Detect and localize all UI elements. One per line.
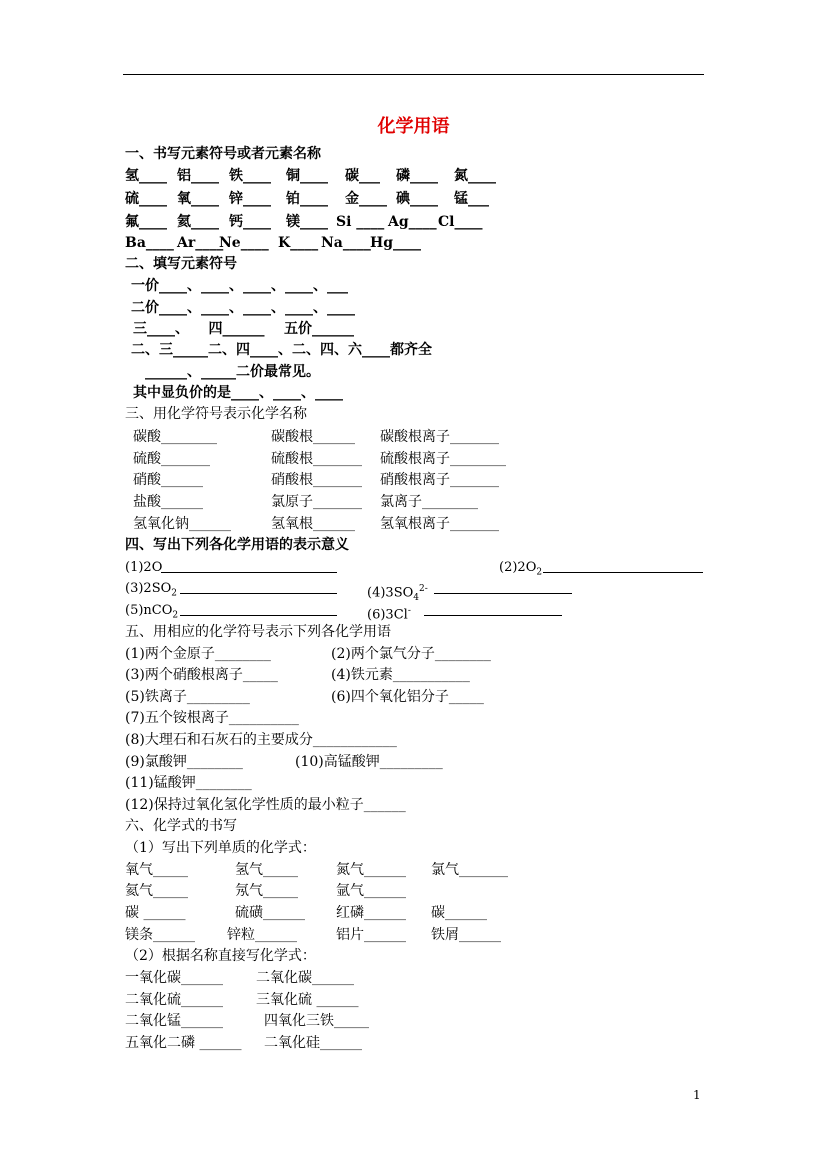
blank-field[interactable]: 碳______ — [431, 905, 487, 921]
blank-field[interactable]: 锌____ — [229, 191, 271, 207]
blank-field[interactable]: 钙____ — [229, 214, 271, 230]
blank-field[interactable]: 硝酸根_______ — [271, 472, 362, 488]
s6-sub-1: （1）写出下列单质的化学式： — [125, 840, 316, 856]
s1-row-2 — [125, 189, 725, 209]
blank-field[interactable]: 氢氧根______ — [271, 516, 355, 532]
s3-row-5 — [133, 514, 633, 534]
blank-field[interactable]: 四氧化三铁_____ — [264, 1013, 369, 1029]
s2-line-2[interactable]: 二价____、____、____、____、____ — [131, 300, 355, 316]
blank-field[interactable]: 氢气_____ — [235, 862, 298, 878]
blank-field[interactable]: 氯原子_______ — [271, 494, 362, 510]
blank-field[interactable]: 氯气_______ — [431, 862, 508, 878]
blank-field[interactable]: 一氧化碳______ — [125, 970, 223, 986]
section-2-heading: 二、填写元素符号 — [125, 256, 237, 272]
item-1: (1)2O — [125, 560, 163, 575]
page-title: 化学用语 — [377, 116, 450, 137]
section-1-heading: 一、书写元素符号或者元素名称 — [125, 146, 321, 162]
blank-field[interactable]: (10)高锰酸钾_________ — [295, 754, 443, 770]
s2-line-4[interactable]: 二、三_____二、四____、二、四、六____都齐全 — [131, 342, 432, 358]
blank-field[interactable]: 铝____ — [177, 168, 219, 184]
blank-field[interactable]: 碘____ — [396, 191, 438, 207]
item-2: $(2)2O_2$ — [499, 560, 543, 578]
s4-row-1 — [125, 558, 705, 578]
s3-row-2 — [133, 449, 633, 469]
blank-field[interactable]: (2)两个氯气分子________ — [331, 646, 491, 662]
answer-line[interactable] — [543, 572, 703, 573]
blank-field[interactable]: 硝酸______ — [133, 472, 203, 488]
blank-field[interactable]: 碳酸________ — [133, 429, 217, 445]
s2-line-1[interactable]: 一价____、____、____、____、___ — [131, 278, 348, 294]
blank-field[interactable]: 硫酸根离子________ — [380, 451, 506, 467]
blank-field[interactable]: 镁条______ — [125, 927, 195, 943]
blank-field[interactable]: 硝酸根离子_______ — [380, 472, 499, 488]
blank-field[interactable]: 铁屑______ — [431, 927, 501, 943]
blank-field[interactable]: 磷____ — [396, 168, 438, 184]
answer-line[interactable] — [180, 593, 337, 594]
blank-field[interactable]: 二氧化碳______ — [256, 970, 354, 986]
s4-row-3 — [125, 601, 705, 621]
s6-sub-2: （2）根据名称直接写化学式： — [125, 948, 316, 964]
blank-field[interactable]: Ne____ — [219, 235, 269, 251]
blank-field[interactable]: 二氧化锰______ — [125, 1013, 223, 1029]
blank-field[interactable]: 氖气_____ — [235, 883, 298, 899]
blank-field[interactable]: 氩气______ — [336, 883, 406, 899]
s6-row-6 — [125, 990, 625, 1010]
answer-line[interactable] — [434, 593, 572, 594]
answer-line[interactable] — [424, 615, 562, 616]
section-3-heading: 三、用化学符号表示化学名称 — [125, 406, 307, 422]
s5-row-3 — [125, 687, 625, 707]
s3-row-4 — [133, 492, 633, 512]
s6-row-4 — [125, 925, 625, 945]
blank-field[interactable]: 锌粒______ — [227, 927, 297, 943]
item-4: $(4)3SO_4^{2-}$ — [367, 584, 428, 603]
blank-field[interactable]: 碳酸根______ — [271, 429, 355, 445]
s4-row-2 — [125, 579, 705, 603]
blank-field[interactable]: (9)氯酸钾________ — [125, 754, 243, 770]
blank-field[interactable]: 氮气______ — [336, 862, 406, 878]
s6-row-5 — [125, 968, 625, 988]
blank-field[interactable]: Na____ — [321, 235, 371, 251]
blank-field[interactable]: 五氧化二磷 ______ — [125, 1035, 242, 1051]
blank-field[interactable]: 硫____ — [125, 191, 167, 207]
s5-row-5[interactable]: (8)大理石和石灰石的主要成分____________ — [125, 732, 397, 748]
blank-field[interactable]: 碳___ — [345, 168, 380, 184]
s3-row-3 — [133, 470, 633, 490]
s5-row-2 — [125, 665, 625, 685]
blank-field[interactable]: 氢____ — [125, 168, 167, 184]
page-number: 1 — [693, 1088, 701, 1102]
item-6: (6)3Cl- — [367, 606, 411, 623]
blank-field[interactable]: 镁____ — [286, 214, 328, 230]
blank-field[interactable]: Hg____ — [370, 235, 422, 251]
section-4-heading: 四、写出下列各化学用语的表示意义 — [125, 537, 349, 553]
s2-line-6[interactable]: 其中显负价的是____、____、____ — [133, 385, 343, 401]
s2-line-3[interactable]: 三____、 四______ 五价______ — [133, 321, 354, 337]
s1-row-1 — [125, 166, 725, 186]
blank-field[interactable]: 氢氧化钠______ — [133, 516, 231, 532]
answer-line[interactable] — [180, 615, 337, 616]
blank-field[interactable]: (3)两个硝酸根离子_____ — [125, 667, 278, 683]
blank-field[interactable]: 二氧化硫______ — [125, 992, 223, 1008]
s1-row-3 — [125, 212, 725, 232]
s5-row-6 — [125, 752, 625, 772]
blank-field[interactable]: 金____ — [345, 191, 387, 207]
blank-field[interactable]: 氮____ — [454, 168, 496, 184]
blank-field[interactable]: 氟____ — [125, 214, 167, 230]
blank-field[interactable]: Ar____ — [177, 235, 224, 251]
s6-row-3 — [125, 903, 625, 923]
section-6-heading: 六、化学式的书写 — [125, 818, 237, 834]
s6-row-7 — [125, 1011, 625, 1031]
blank-field[interactable]: 硫酸根_______ — [271, 451, 362, 467]
s5-row-7[interactable]: (11)锰酸钾________ — [125, 775, 252, 791]
item-3: $(3)2SO_2$ — [125, 581, 177, 599]
answer-line[interactable] — [161, 572, 337, 573]
blank-field[interactable]: 铁____ — [229, 168, 271, 184]
s1-row-4 — [125, 233, 725, 253]
blank-field[interactable]: Cl____ — [438, 214, 483, 230]
blank-field[interactable]: 氢氧根离子_______ — [380, 516, 499, 532]
header-rule — [123, 74, 704, 75]
blank-field[interactable]: 红磷______ — [336, 905, 406, 921]
blank-field[interactable]: (5)铁离子_________ — [125, 689, 250, 705]
s6-row-2 — [125, 881, 625, 901]
s2-line-5[interactable]: ______、_____二价最常见。 — [145, 364, 320, 380]
blank-field[interactable]: 三氧化硫 ______ — [256, 992, 359, 1008]
s3-row-1 — [133, 427, 633, 447]
blank-field[interactable]: 铝片______ — [336, 927, 406, 943]
blank-field[interactable]: Ag____ — [388, 214, 437, 230]
blank-field[interactable]: (6)四个氧化铝分子_____ — [331, 689, 484, 705]
blank-field[interactable]: 盐酸______ — [133, 494, 203, 510]
blank-field[interactable]: 氦气_____ — [125, 883, 188, 899]
blank-field[interactable]: 硫酸_______ — [133, 451, 210, 467]
blank-field[interactable]: 氧____ — [177, 191, 219, 207]
blank-field[interactable]: 碳 ______ — [125, 905, 186, 921]
blank-field[interactable]: 碳酸根离子_______ — [380, 429, 499, 445]
blank-field[interactable]: 氦____ — [177, 214, 219, 230]
s6-row-8 — [125, 1033, 625, 1053]
blank-field[interactable]: 氯离子________ — [380, 494, 478, 510]
blank-field[interactable]: 铂____ — [286, 191, 328, 207]
blank-field[interactable]: (1)两个金原子________ — [125, 646, 271, 662]
blank-field[interactable]: Ba____ — [125, 235, 174, 251]
s6-row-1 — [125, 860, 625, 880]
s5-row-8[interactable]: (12)保持过氧化氢化学性质的最小粒子______ — [125, 797, 406, 813]
s5-row-1 — [125, 644, 625, 664]
blank-field[interactable]: 锰___ — [454, 191, 489, 207]
blank-field[interactable]: 铜____ — [286, 168, 328, 184]
blank-field[interactable]: 硫磺______ — [235, 905, 305, 921]
blank-field[interactable]: 二氧化硅______ — [264, 1035, 362, 1051]
section-5-heading: 五、用相应的化学符号表示下列各化学用语 — [125, 624, 391, 640]
blank-field[interactable]: K____ — [278, 235, 319, 251]
s5-row-4[interactable]: (7)五个铵根离子__________ — [125, 710, 299, 726]
blank-field[interactable]: Si ____ — [336, 214, 385, 230]
blank-field[interactable]: (4)铁元素___________ — [331, 667, 470, 683]
blank-field[interactable]: 氧气_____ — [125, 862, 188, 878]
item-5: (5)nCO$_2$ — [125, 603, 179, 621]
